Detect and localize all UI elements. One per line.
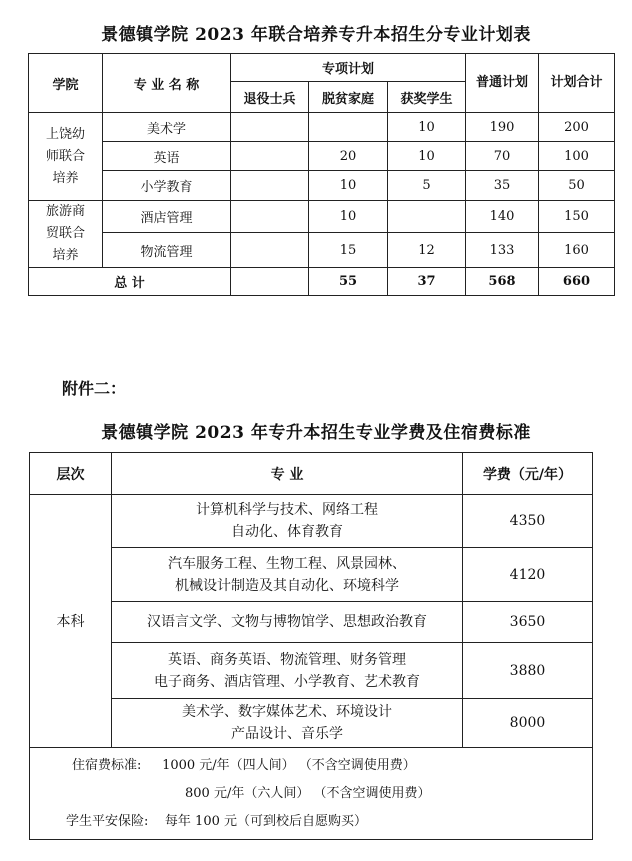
insurance-note: 学生平安保险: 每年 100 元（可到校后自愿购买）	[66, 813, 367, 829]
fee-cell: 4350	[463, 495, 593, 548]
major-cell: 物流管理	[103, 233, 231, 268]
annex-label: 附件二：	[62, 379, 127, 398]
header-veterans: 退役士兵	[231, 82, 309, 113]
total-award: 37	[388, 268, 466, 296]
header-college: 学院	[29, 54, 103, 113]
major-cell: 美术学	[103, 113, 231, 142]
table-row	[30, 495, 593, 548]
table-row	[30, 699, 593, 748]
table-row	[30, 548, 593, 602]
major-list-cell: 汽车服务工程、生物工程、风景园林、 机械设计制造及其自动化、环境科学	[112, 548, 463, 602]
total-cell: 50	[539, 171, 615, 201]
award-cell: 10	[388, 142, 466, 171]
award-cell: 12	[388, 233, 466, 268]
table-row	[29, 233, 615, 268]
total-general: 568	[466, 268, 539, 296]
total-sum: 660	[539, 268, 615, 296]
general-cell: 35	[466, 171, 539, 201]
poverty-cell: 10	[309, 201, 388, 233]
fee-cell: 4120	[463, 548, 593, 602]
notes-row	[30, 748, 593, 840]
major-list-cell: 美术学、数字媒体艺术、环境设计 产品设计、音乐学	[112, 699, 463, 748]
header-special-plan: 专项计划	[231, 54, 466, 82]
total-label: 总 计	[29, 268, 231, 296]
general-cell: 70	[466, 142, 539, 171]
major-list-cell: 英语、商务英语、物流管理、财务管理 电子商务、酒店管理、小学教育、艺术教育	[112, 643, 463, 699]
veterans-cell	[231, 201, 309, 233]
header-fee: 学费（元/年）	[463, 453, 593, 495]
table-row	[29, 171, 615, 201]
award-cell: 5	[388, 171, 466, 201]
housing-note-2: 800 元/年（六人间） （不含空调使用费）	[185, 785, 431, 801]
poverty-cell: 20	[309, 142, 388, 171]
general-cell: 190	[466, 113, 539, 142]
total-cell: 100	[539, 142, 615, 171]
header-major: 专 业	[112, 453, 463, 495]
veterans-cell	[231, 233, 309, 268]
level-cell: 本科	[30, 495, 112, 748]
table-row	[29, 201, 615, 233]
table-row	[29, 113, 615, 142]
college-cell: 上饶幼 师联合 培养	[29, 113, 103, 201]
general-cell: 140	[466, 201, 539, 233]
poverty-cell	[309, 113, 388, 142]
major-list-cell: 汉语言文学、文物与博物馆学、思想政治教育	[112, 602, 463, 643]
major-cell: 英语	[103, 142, 231, 171]
veterans-cell	[231, 113, 309, 142]
veterans-cell	[231, 171, 309, 201]
general-cell: 133	[466, 233, 539, 268]
major-cell: 小学教育	[103, 171, 231, 201]
fee-table-title: 景德镇学院 2023 年专升本招生专业学费及住宿费标准	[101, 423, 531, 443]
major-cell: 酒店管理	[103, 201, 231, 233]
fee-cell: 3650	[463, 602, 593, 643]
table-row	[30, 602, 593, 643]
table-row	[30, 643, 593, 699]
fee-cell: 3880	[463, 643, 593, 699]
poverty-cell: 10	[309, 171, 388, 201]
header-general-plan: 普通计划	[466, 54, 539, 113]
total-cell: 200	[539, 113, 615, 142]
total-cell: 150	[539, 201, 615, 233]
total-row	[29, 268, 615, 296]
header-poverty: 脱贫家庭	[309, 82, 388, 113]
plan-table-title: 景德镇学院 2023 年联合培养专升本招生分专业计划表	[101, 25, 531, 45]
fee-cell: 8000	[463, 699, 593, 748]
total-cell: 160	[539, 233, 615, 268]
notes-cell	[30, 748, 593, 840]
award-cell	[388, 201, 466, 233]
header-level: 层次	[30, 453, 112, 495]
header-award: 获奖学生	[388, 82, 466, 113]
award-cell: 10	[388, 113, 466, 142]
header-major: 专 业 名 称	[103, 54, 231, 113]
total-poverty: 55	[309, 268, 388, 296]
header-plan-total: 计划合计	[539, 54, 615, 113]
enrollment-plan-table	[28, 53, 615, 296]
housing-note-1: 住宿费标准: 1000 元/年（四人间） （不含空调使用费）	[72, 757, 416, 773]
veterans-cell	[231, 142, 309, 171]
college-cell: 旅游商 贸联合 培养	[29, 201, 103, 268]
table-row	[29, 142, 615, 171]
total-veterans	[231, 268, 309, 296]
fee-standard-table	[29, 452, 593, 840]
poverty-cell: 15	[309, 233, 388, 268]
major-list-cell: 计算机科学与技术、网络工程 自动化、体育教育	[112, 495, 463, 548]
